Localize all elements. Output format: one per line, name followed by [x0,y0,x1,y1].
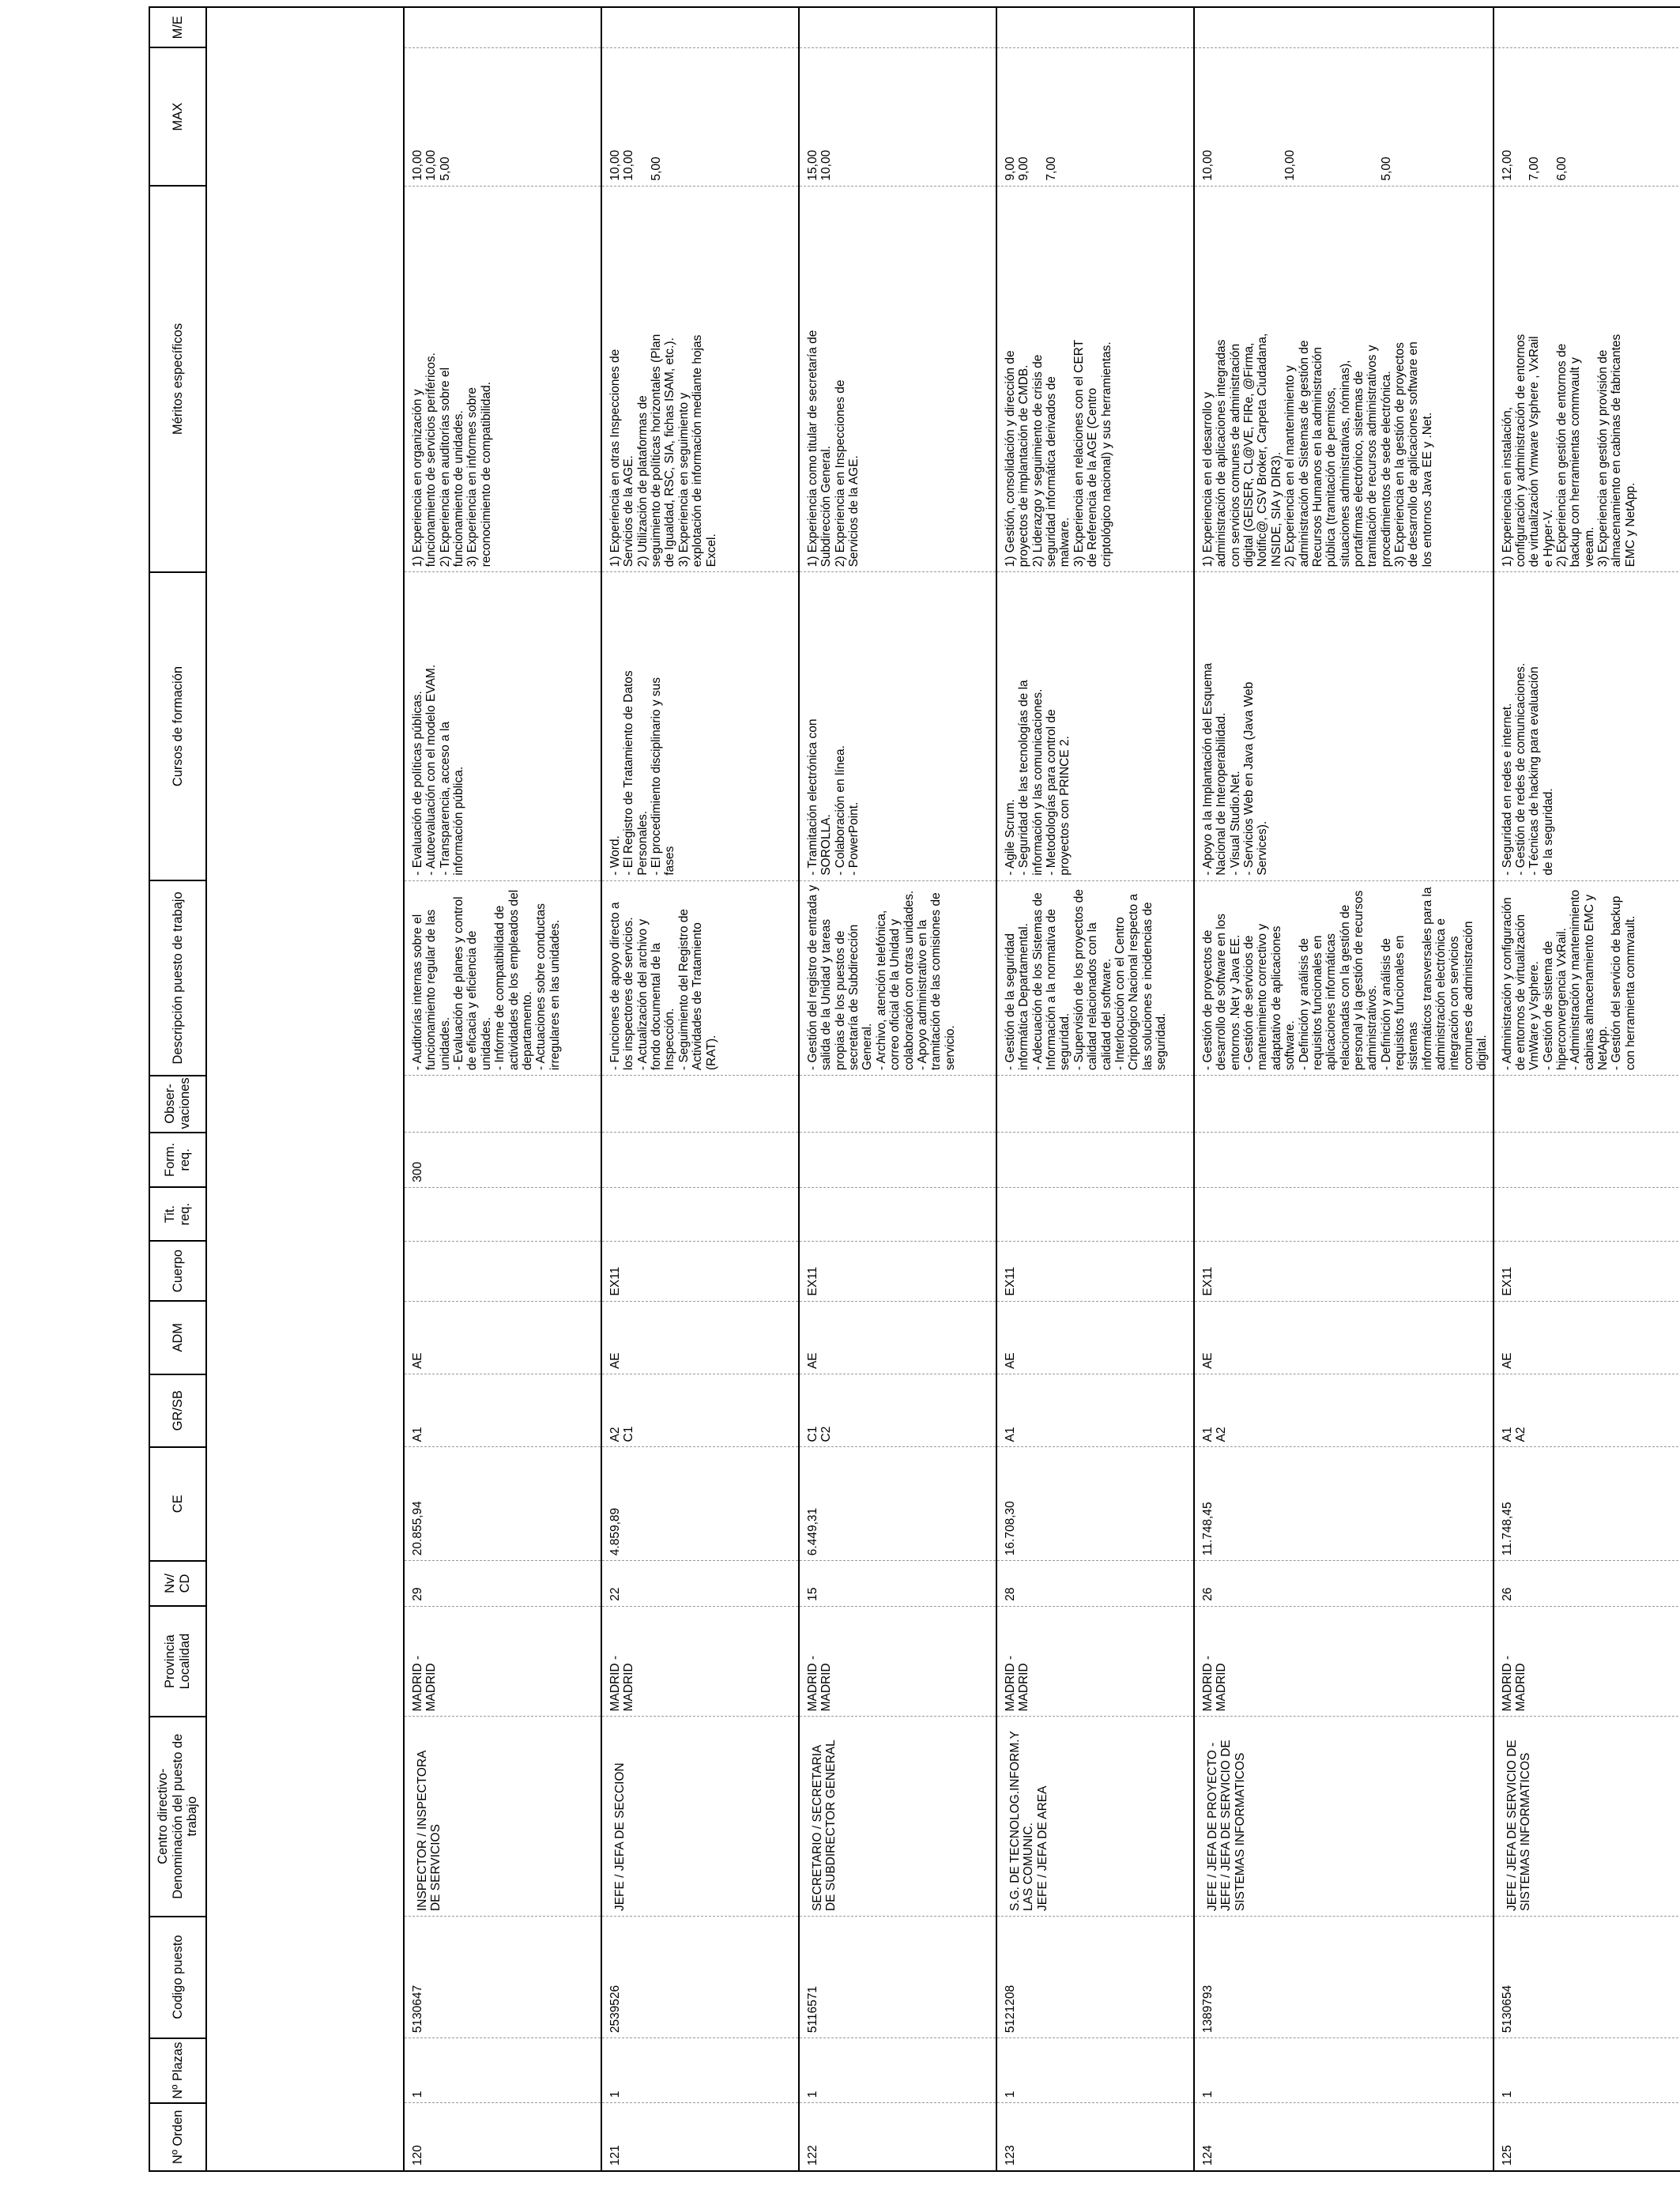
cell-cursos: - Agile Scrum. - Seguridad de las tecnologías de la información y las comunicaciones. - Metodologías para control de proyectos con PRINCE 2. [996,572,1194,880]
cell-denominacion [601,1717,799,1917]
header-adm: ADM [149,1301,206,1374]
cell-grupo: A1 [996,1374,1194,1447]
table-row [799,7,996,2171]
cell-denominacion [996,1717,1194,1917]
plazas-table [149,6,1680,2172]
cell-descripcion: - Auditorías internas sobre el funcionamiento regular de las unidades. - Evaluación de planes y control de eficacia y eficiencia de unidades. - Informe de compatibilidad de actividades de los empleados del departamento. - Actuaciones sobre conductas irregulares en las unidades. [404,880,601,1075]
cell-codigo: 2539526 [601,1917,799,2038]
cell-provincia: MADRID - MADRID [996,1606,1194,1717]
cell-adm: AE [601,1301,799,1374]
cell-observaciones [799,1076,996,1133]
cell-codigo: 1389793 [1194,1917,1494,2038]
cell-denominacion [404,1717,601,1917]
cell-plazas: 1 [1194,2038,1494,2103]
cell-codigo: 5116571 [799,1917,996,2038]
cell-cuerpo: EX11 [1494,1241,1680,1301]
cell-ce: 16.708,30 [996,1447,1194,1561]
cell-max: 10,00 10,00 5,00 [601,48,799,187]
cell-nivel: 29 [404,1561,601,1607]
cell-titulacion [1194,1187,1494,1241]
header-meritos: Méritos específicos [149,186,206,572]
table-row [996,7,1194,2171]
cell-adm: AE [996,1301,1194,1374]
header-formacion: Form. req. [149,1133,206,1188]
cell-nivel: 22 [601,1561,799,1607]
cell-ce: 20.855,94 [404,1447,601,1561]
cell-me [404,7,601,48]
cell-descripcion: - Gestión del registro de entrada y salida de la Unidad y tareas propias de los puestos de secretaría de Subdirección General. - Archivo, atención telefónica, correo oficial de la Unidad y colaboración con otras unidades. - Apoyo administrativo en la tramitación de las comisiones de servicio. [799,880,996,1075]
cell-meritos: 1) Experiencia como titular de secretaría de Subdirección General. 2) Experiencia en Inspecciones de Servicios de la AGE. [799,186,996,572]
puesto-denominacion: JEFE / JEFA DE AREA [1035,1785,1049,1912]
cell-grupo: A1 A2 [1194,1374,1494,1447]
cell-descripcion: - Administración y configuración de entornos de virtualización VmWare y Vsphere. - Gestión de sistema de hiperconvergencia VxRail. - Administración y mantenimiento cabinas almacenamiento EMC y NetApp. - Gestión del servicio de backup con herramienta commvault. [1494,880,1680,1075]
cell-orden: 120 [404,2103,601,2171]
header-provincia: Provincia Localidad [149,1606,206,1717]
puesto-denominacion: SECRETARIO / SECRETARIA DE SUBDIRECTOR GENERAL [811,1740,838,1912]
cell-formacion [1194,1133,1494,1188]
cell-grupo: A1 A2 [1494,1374,1680,1447]
cell-max: 10,00 10,00 5,00 [1194,48,1494,187]
puesto-denominacion: JEFE / JEFA DE PROYECTO - JEFE / JEFA DE SERVICIO DE SISTEMAS INFORMATICOS [1206,1740,1247,1912]
cell-codigo: 5130654 [1494,1917,1680,2038]
cell-descripcion: - Gestión de proyectos de desarrollo de software en los entornos .Net y Java EE. - Gestión de servicios de mantenimiento correctivo y adaptativo de aplicaciones software. - Definición y análisis de requisitos funcionales en aplicaciones informáticas relacionadas con la gestión de personal y la gestión de recursos administrativos. - Definición y análisis de requisitos funcionales en sistemas informáticos transversales para la administración electrónica e integración con servicios comunes de administración digital. [1194,880,1494,1075]
header-denominacion: Centro directivo- Denominación del puesto de trabajo [149,1717,206,1917]
cell-plazas: 1 [404,2038,601,2103]
cell-me [799,7,996,48]
cell-max: 15,00 10,00 [799,48,996,187]
cell-me [996,7,1194,48]
table-row [404,7,601,2171]
cell-adm: AE [799,1301,996,1374]
cell-me [601,7,799,48]
cell-max: 10,00 10,00 5,00 [404,48,601,187]
cell-grupo: C1 C2 [799,1374,996,1447]
cell-observaciones [404,1076,601,1133]
cell-provincia: MADRID - MADRID [404,1606,601,1717]
cell-formacion [996,1133,1194,1188]
cell-orden: 124 [1194,2103,1494,2171]
header-me: M/E [149,7,206,48]
header-orden: Nº Orden [149,2103,206,2171]
cell-titulacion [996,1187,1194,1241]
cell-formacion [799,1133,996,1188]
header-plazas: Nº Plazas [149,2038,206,2103]
header-codigo: Codigo puesto [149,1917,206,2038]
cell-plazas: 1 [799,2038,996,2103]
cell-denominacion [1494,1717,1680,1917]
cell-cursos: - Evaluación de políticas públicas. - Autoevaluación con el modelo EVAM. - Transparencia, acceso a la información pública. [404,572,601,880]
cell-meritos: 1) Experiencia en instalación, configuración y administración de entornos de virtualización Vmware Vsphere , VxRail e Hyper-V. 2) Experiencia en gestión de entornos de backup con herramientas commvault y veeam. 3) Experiencia en gestión y provisión de almacenamiento en cabinas de fabricantes EMC y NetApp. [1494,186,1680,572]
cell-observaciones [601,1076,799,1133]
cell-meritos: 1) Experiencia en otras Inspecciones de Servicios de la AGE. 2) Utilización de plataformas de seguimiento de políticas horizontales (Plan de Igualdad, RSC, SIA, fichas ISAM, etc.). 3) Experiencia en seguimiento y explotación de información mediante hojas Excel. [601,186,799,572]
puesto-denominacion: INSPECTOR / INSPECTORA DE SERVICIOS [416,1750,443,1912]
cell-cursos: - Word. - El Registro de Tratamiento de Datos Personales. - El procedimiento disciplinario y sus fases [601,572,799,880]
cell-descripcion: - Gestión de la seguridad informática Departamental. - Adecuación de los Sistemas de Información a la normativa de seguridad. - Supervisión de los proyectos de calidad relacionados con la calidad del software. - Interlocución con el Centro Criptológico Nacional respecto a las soluciones e incidencias de seguridad. [996,880,1194,1075]
cell-observaciones [1494,1076,1680,1133]
cell-cursos: - Apoyo a la Implantación del Esquema Nacional de Interoperabilidad. - Visual Studio.Net. - Servicios Web en Java (Java Web Services). [1194,572,1494,880]
table-body [206,7,1680,2171]
cell-meritos: 1) Gestión, consolidación y dirección de proyectos de implantación de CMDB. 2) Liderazgo y seguimiento de crisis de seguridad informática derivados de malware. 3) Experiencia en relaciones con el CERT de Referencia de la AGE (Centro criptológico nacional) y sus herramientas. [996,186,1194,572]
cell-cuerpo: EX11 [1194,1241,1494,1301]
cell-plazas: 1 [996,2038,1194,2103]
puesto-denominacion: JEFE / JEFA DE SECCION [613,1762,627,1912]
cell-meritos: 1) Experiencia en organización y funcionamiento de servicios periféricos. 2) Experiencia en auditorías sobre el funcionamiento de unidades. 3) Experiencia en informes sobre reconocimiento de compatibilidad. [404,186,601,572]
cell-codigo: 5121208 [996,1917,1194,2038]
cell-ce: 11.748,45 [1194,1447,1494,1561]
cell-formacion [1494,1133,1680,1188]
header-observaciones: Obser- vaciones [149,1076,206,1133]
table-row [601,7,799,2171]
header-ce: CE [149,1447,206,1561]
table-row [1194,7,1494,2171]
cell-orden: 122 [799,2103,996,2171]
cell-ce: 6.449,31 [799,1447,996,1561]
cell-formacion [601,1133,799,1188]
cell-titulacion [404,1187,601,1241]
cell-grupo: A1 [404,1374,601,1447]
cell-ce: 11.748,45 [1494,1447,1680,1561]
cell-cuerpo: EX11 [601,1241,799,1301]
cell-max: 12,00 7,00 6,00 [1494,48,1680,187]
header-nivel: Nv/ CD [149,1561,206,1607]
cell-formacion: 300 [404,1133,601,1188]
header-descripcion: Descripción puesto de trabajo [149,880,206,1075]
cell-observaciones [1194,1076,1494,1133]
header-cuerpo: Cuerpo [149,1241,206,1301]
cell-me [1194,7,1494,48]
header-grupo: GR/SB [149,1374,206,1447]
cell-codigo: 5130647 [404,1917,601,2038]
cell-nivel: 26 [1194,1561,1494,1607]
cell-nivel: 28 [996,1561,1194,1607]
cell-provincia: MADRID - MADRID [799,1606,996,1717]
cell-provincia: MADRID - MADRID [1494,1606,1680,1717]
cell-nivel: 26 [1494,1561,1680,1607]
cell-cuerpo [404,1241,601,1301]
puesto-denominacion: JEFE / JEFA DE SERVICIO DE SISTEMAS INFORMATICOS [1505,1740,1532,1912]
cell-adm: AE [404,1301,601,1374]
cell-adm: AE [1494,1301,1680,1374]
table-row [1494,7,1680,2171]
cell-cursos: - Seguridad en redes e internet. - Gestión de redes de comunicaciones. - Técnicas de hacking para evaluación de la seguridad. [1494,572,1680,880]
cell-adm: AE [1194,1301,1494,1374]
cell-cuerpo: EX11 [996,1241,1194,1301]
cell-max: 9,00 9,00 7,00 [996,48,1194,187]
cell-grupo: A2 C1 [601,1374,799,1447]
cell-provincia: MADRID - MADRID [1194,1606,1494,1717]
cell-nivel: 15 [799,1561,996,1607]
cell-observaciones [996,1076,1194,1133]
table-header [149,7,206,2171]
cell-orden: 125 [1494,2103,1680,2171]
cell-denominacion [1194,1717,1494,1917]
cell-orden: 121 [601,2103,799,2171]
cell-provincia: MADRID - MADRID [601,1606,799,1717]
header-cursos: Cursos de formación [149,572,206,880]
cell-descripcion: - Funciones de apoyo directo a los inspectores de servicios. - Actualización del archivo y fondo documental de la Inspección. - Seguimiento del Registro de Actividades de Tratamiento (RAT). [601,880,799,1075]
cell-titulacion [1494,1187,1680,1241]
cell-orden: 123 [996,2103,1194,2171]
cell-titulacion [601,1187,799,1241]
header-max: MAX [149,48,206,187]
cell-ce: 4.859,89 [601,1447,799,1561]
header-titulacion: Tit. req. [149,1187,206,1241]
cell-me [1494,7,1680,48]
centro-directivo: S.G. DE TECNOLOG.INFORM.Y LAS COMUNIC. [1008,1731,1036,1912]
cell-denominacion [799,1717,996,1917]
cell-meritos: 1) Experiencia en el desarrollo y administración de aplicaciones integradas con servicios comunes de administración digital (GEISER, CL@VE, FIRe, @Firma, Notific@, CSV Broker, Carpeta Ciudadana, INSIDE, SIA y DIR3). 2) Experiencia en el mantenimiento y administración de Sistemas de gestión de Recursos Humanos en la administración pública (tramitación de permisos, situaciones administrativas, nóminas), portafirmas electrónico, sistemas de tramitación de recursos administrativos y procedimientos de sede electrónica. 3) Experiencia en la gestión de proyectos de desarrollo de aplicaciones software en los entornos Java EE y .Net. [1194,186,1494,572]
spacer-row [206,7,404,2171]
spacer-cell [206,7,404,2171]
cell-plazas: 1 [1494,2038,1680,2103]
cell-plazas: 1 [601,2038,799,2103]
cell-titulacion [799,1187,996,1241]
cell-cursos: - Tramitación electrónica con SOROLLA. - Colaboración en línea. - PowerPoint. [799,572,996,880]
cell-cuerpo: EX11 [799,1241,996,1301]
